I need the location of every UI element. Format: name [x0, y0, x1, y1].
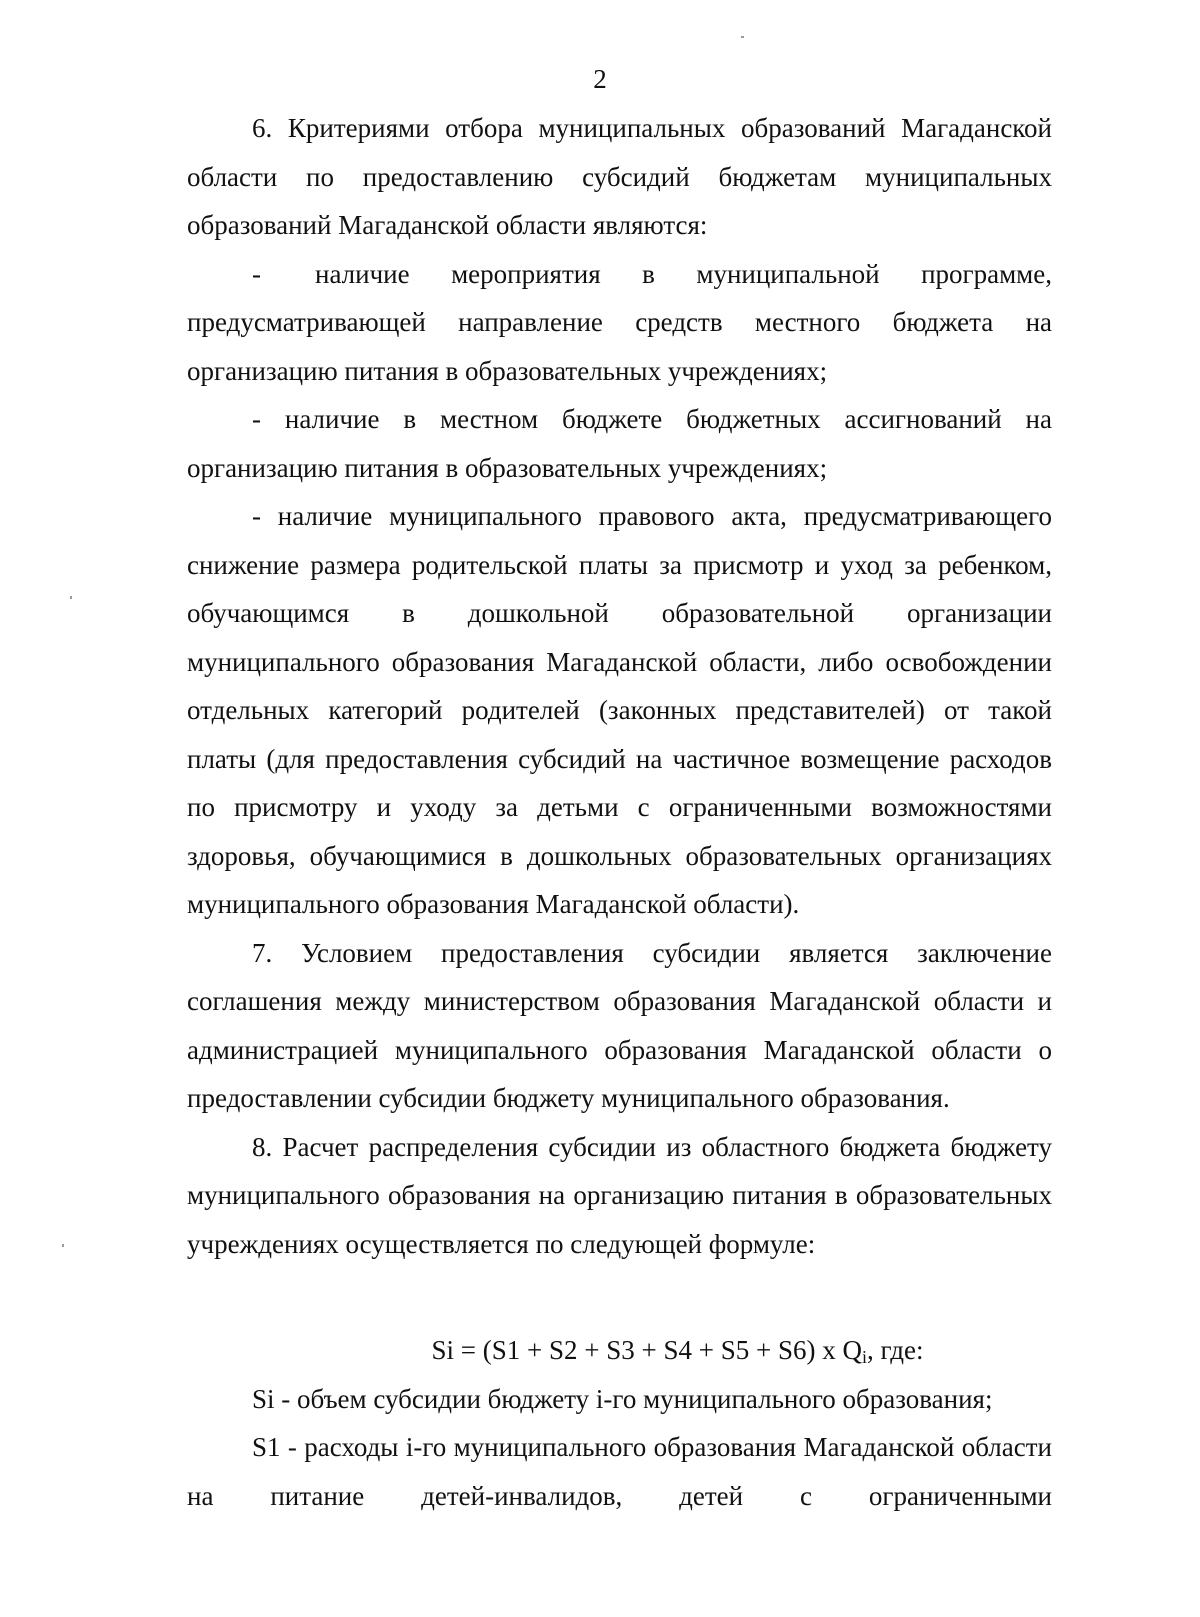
subsidy-formula [187, 1326, 1052, 1375]
definition-s1: S1 - расходы i-го муниципального образования Магаданской области на питание детей-инвалидов, детей с ограниченными [187, 1432, 1052, 1511]
formula-subscript: i [862, 1347, 868, 1367]
document-body [187, 104, 1052, 1520]
paragraph-8-calculation: 8. Расчет распределения субсидии из областного бюджета бюджету муниципального образования на организацию питания в образовательных учреждениях осуществляется по следующей формуле: [187, 1131, 1052, 1259]
formula-main: Si = (S1 + S2 + S3 + S4 + S5 + S6) x Q [431, 1335, 862, 1365]
page-number: 2 [593, 64, 607, 94]
formula-tail: , где: [867, 1335, 924, 1365]
paragraph-7-condition: 7. Условием предоставления субсидии является заключение соглашения между министерством образования Магаданской области и администрацией муниципального образования Магаданской области о предоставлении субсидии бюджету муниципального образования. [187, 937, 1052, 1113]
paragraph-6-criteria: 6. Критериями отбора муниципальных образований Магаданской области по предоставлению субсидий бюджетам муниципальных образований Магаданской области являются: [187, 113, 1052, 240]
scan-speck [741, 36, 744, 38]
scan-speck [70, 596, 72, 599]
criteria-item-budget-allocations: - наличие в местном бюджете бюджетных ассигнований на организацию питания в образовательных учреждениях; [187, 404, 1052, 483]
criteria-item-legal-act: - наличие муниципального правового акта, предусматривающего снижение размера родительской платы за присмотр и уход за ребенком, обучающимся в дошкольной образовательной организации муниципального образования Магаданской области, либо освобождении отдельных категорий родителей (законных представителей) от такой платы (для предоставления субсидий на частичное возмещение расходов по присмотру и уходу за детьми с ограниченными возможностями здоровья, обучающимися в дошкольных образовательных организациях муниципального образования Магаданской области). [187, 501, 1052, 919]
scan-speck [62, 1244, 64, 1247]
criteria-item-program-measure: - наличие мероприятия в муниципальной программе, предусматривающей направление средств местного бюджета на организацию питания в образовательных учреждениях; [187, 258, 1052, 386]
definition-si: Si - объем субсидии бюджету i-го муниципального образования; [252, 1383, 993, 1414]
